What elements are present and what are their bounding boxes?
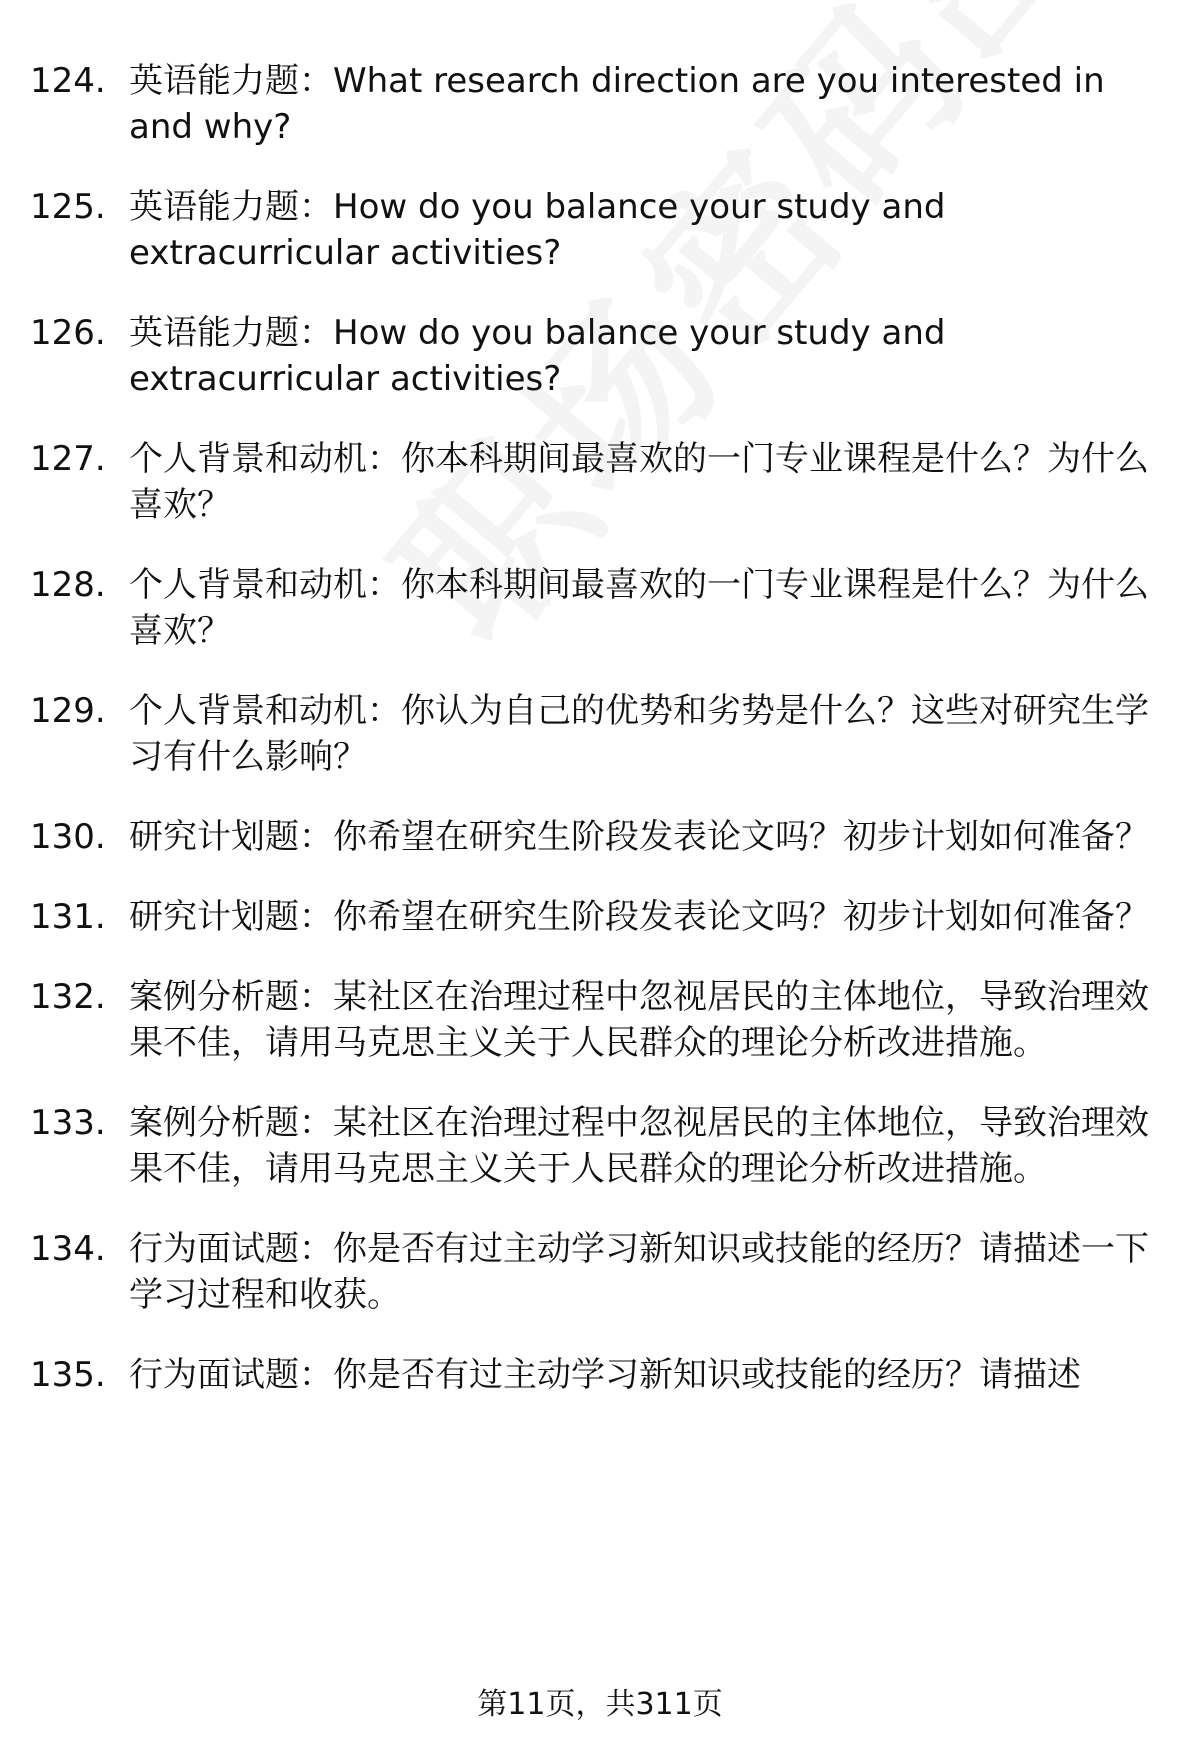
question-list bbox=[30, 58, 1180, 1432]
question-category: 个人背景和动机： bbox=[129, 691, 401, 731]
question-item bbox=[30, 688, 1180, 780]
question-category: 研究计划题： bbox=[129, 817, 333, 857]
question-text bbox=[129, 974, 1180, 1066]
question-category: 英语能力题： bbox=[129, 61, 333, 101]
question-body: 你是否有过主动学习新知识或技能的经历？请描述 bbox=[333, 1355, 1081, 1395]
question-number: 129. bbox=[30, 691, 106, 731]
question-body: 你本科期间最喜欢的一门专业课程是什么？为什么喜欢？ bbox=[129, 439, 1149, 525]
question-category: 行为面试题： bbox=[129, 1229, 333, 1269]
question-number: 127. bbox=[30, 439, 106, 479]
question-item bbox=[30, 184, 1180, 276]
question-number: 132. bbox=[30, 977, 106, 1017]
question-body: 你希望在研究生阶段发表论文吗？初步计划如何准备？ bbox=[333, 897, 1149, 937]
question-text bbox=[129, 184, 1180, 276]
question-item bbox=[30, 814, 1180, 860]
question-item bbox=[30, 310, 1180, 402]
question-number: 135. bbox=[30, 1355, 106, 1395]
question-body: 某社区在治理过程中忽视居民的主体地位，导致治理效果不佳，请用马克思主义关于人民群众的理论分析改进措施。 bbox=[129, 1103, 1149, 1189]
question-item bbox=[30, 1100, 1180, 1192]
question-text bbox=[129, 58, 1180, 150]
question-text bbox=[129, 436, 1180, 528]
question-category: 案例分析题： bbox=[129, 977, 333, 1017]
question-category: 英语能力题： bbox=[129, 313, 333, 353]
question-body: 某社区在治理过程中忽视居民的主体地位，导致治理效果不佳，请用马克思主义关于人民群众的理论分析改进措施。 bbox=[129, 977, 1149, 1063]
question-body: What research direction are you interested in and why? bbox=[129, 61, 1105, 147]
page-footer: 第11页，共311页 bbox=[477, 1687, 723, 1722]
question-number: 133. bbox=[30, 1103, 106, 1143]
question-text bbox=[129, 562, 1180, 654]
question-item bbox=[30, 436, 1180, 528]
question-body: How do you balance your study and extracurricular activities? bbox=[129, 313, 946, 399]
question-text bbox=[129, 688, 1180, 780]
question-item bbox=[30, 1226, 1180, 1318]
question-body: 你认为自己的优势和劣势是什么？这些对研究生学习有什么影响？ bbox=[129, 691, 1149, 777]
question-category: 行为面试题： bbox=[129, 1355, 333, 1395]
question-text bbox=[129, 310, 1180, 402]
question-number: 134. bbox=[30, 1229, 106, 1269]
question-number: 125. bbox=[30, 187, 106, 227]
question-item bbox=[30, 974, 1180, 1066]
question-number: 126. bbox=[30, 313, 106, 353]
question-body: 你本科期间最喜欢的一门专业课程是什么？为什么喜欢？ bbox=[129, 565, 1149, 651]
question-category: 英语能力题： bbox=[129, 187, 333, 227]
question-text bbox=[129, 1352, 1180, 1398]
question-item bbox=[30, 58, 1180, 150]
question-text bbox=[129, 1226, 1180, 1318]
question-item bbox=[30, 894, 1180, 940]
question-text bbox=[129, 894, 1180, 940]
question-body: How do you balance your study and extracurricular activities? bbox=[129, 187, 946, 273]
question-text bbox=[129, 1100, 1180, 1192]
question-number: 124. bbox=[30, 61, 106, 101]
question-body: 你是否有过主动学习新知识或技能的经历？请描述一下学习过程和收获。 bbox=[129, 1229, 1149, 1315]
question-number: 131. bbox=[30, 897, 106, 937]
question-text bbox=[129, 814, 1180, 860]
question-body: 你希望在研究生阶段发表论文吗？初步计划如何准备？ bbox=[333, 817, 1149, 857]
question-item bbox=[30, 562, 1180, 654]
question-number: 128. bbox=[30, 565, 106, 605]
question-number: 130. bbox=[30, 817, 106, 857]
question-category: 研究计划题： bbox=[129, 897, 333, 937]
question-category: 个人背景和动机： bbox=[129, 565, 401, 605]
question-category: 案例分析题： bbox=[129, 1103, 333, 1143]
question-category: 个人背景和动机： bbox=[129, 439, 401, 479]
question-item bbox=[30, 1352, 1180, 1398]
